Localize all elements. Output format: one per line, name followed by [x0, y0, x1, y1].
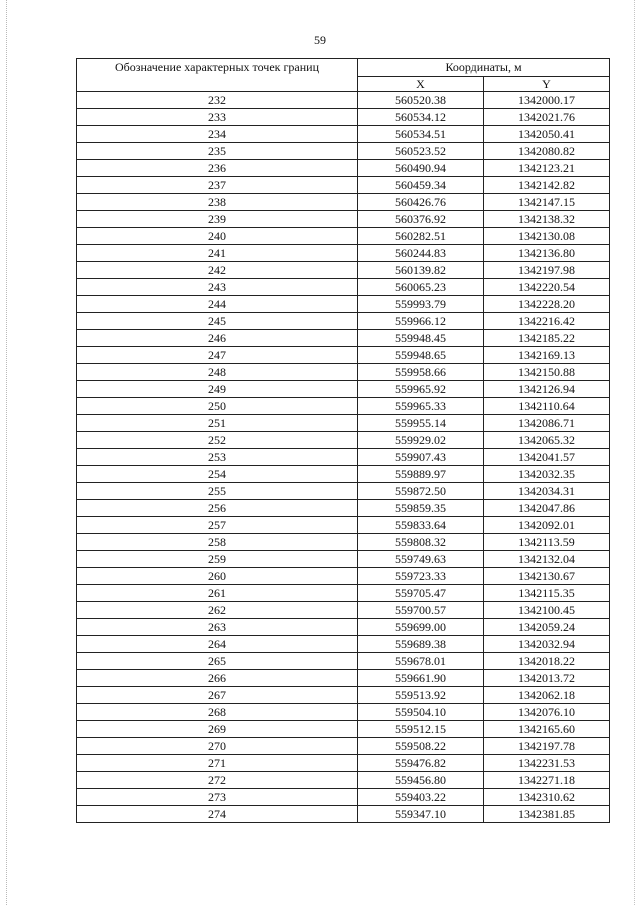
x-cell: 559723.33	[358, 568, 484, 585]
point-cell: 258	[77, 534, 358, 551]
point-cell: 241	[77, 245, 358, 262]
table-row	[77, 653, 610, 670]
x-cell: 559872.50	[358, 483, 484, 500]
x-cell: 560520.38	[358, 92, 484, 109]
y-cell: 1342142.82	[484, 177, 610, 194]
y-cell: 1342032.35	[484, 466, 610, 483]
table-row	[77, 670, 610, 687]
point-cell: 274	[77, 806, 358, 823]
y-cell: 1342047.86	[484, 500, 610, 517]
x-cell: 559689.38	[358, 636, 484, 653]
point-cell: 252	[77, 432, 358, 449]
page-edge-right	[634, 0, 635, 905]
x-cell: 560523.52	[358, 143, 484, 160]
x-cell: 559678.01	[358, 653, 484, 670]
y-cell: 1342018.22	[484, 653, 610, 670]
header-row-top	[77, 59, 610, 77]
x-cell: 559700.57	[358, 602, 484, 619]
x-cell: 560065.23	[358, 279, 484, 296]
y-cell: 1342228.20	[484, 296, 610, 313]
x-cell: 560426.76	[358, 194, 484, 211]
point-cell: 248	[77, 364, 358, 381]
x-cell: 559859.35	[358, 500, 484, 517]
x-cell: 559808.32	[358, 534, 484, 551]
table-row	[77, 636, 610, 653]
point-cell: 237	[77, 177, 358, 194]
y-cell: 1342021.76	[484, 109, 610, 126]
point-cell: 251	[77, 415, 358, 432]
point-cell: 264	[77, 636, 358, 653]
point-cell: 267	[77, 687, 358, 704]
y-cell: 1342013.72	[484, 670, 610, 687]
point-cell: 235	[77, 143, 358, 160]
table-row	[77, 160, 610, 177]
y-cell: 1342065.32	[484, 432, 610, 449]
coordinates-table	[76, 58, 610, 823]
y-cell: 1342130.67	[484, 568, 610, 585]
table-row	[77, 92, 610, 109]
x-cell: 559661.90	[358, 670, 484, 687]
x-column-header: X	[358, 77, 484, 92]
x-cell: 560534.51	[358, 126, 484, 143]
point-cell: 243	[77, 279, 358, 296]
x-cell: 559403.22	[358, 789, 484, 806]
table-row	[77, 194, 610, 211]
y-cell: 1342113.59	[484, 534, 610, 551]
x-cell: 560282.51	[358, 228, 484, 245]
page-edge-left	[6, 0, 7, 905]
y-cell: 1342080.82	[484, 143, 610, 160]
x-cell: 560139.82	[358, 262, 484, 279]
y-cell: 1342197.78	[484, 738, 610, 755]
table-row	[77, 228, 610, 245]
point-cell: 260	[77, 568, 358, 585]
y-cell: 1342220.54	[484, 279, 610, 296]
table-row	[77, 585, 610, 602]
table-row	[77, 568, 610, 585]
point-column-header: Обозначение характерных точек границ	[77, 59, 358, 92]
x-cell: 559907.43	[358, 449, 484, 466]
y-cell: 1342147.15	[484, 194, 610, 211]
x-cell: 559699.00	[358, 619, 484, 636]
x-cell: 559705.47	[358, 585, 484, 602]
table-row	[77, 500, 610, 517]
x-cell: 560244.83	[358, 245, 484, 262]
y-cell: 1342130.08	[484, 228, 610, 245]
x-cell: 559965.33	[358, 398, 484, 415]
x-cell: 559833.64	[358, 517, 484, 534]
y-cell: 1342041.57	[484, 449, 610, 466]
point-cell: 263	[77, 619, 358, 636]
table-row	[77, 755, 610, 772]
x-cell: 559948.45	[358, 330, 484, 347]
x-cell: 560459.34	[358, 177, 484, 194]
point-cell: 254	[77, 466, 358, 483]
y-cell: 1342381.85	[484, 806, 610, 823]
table-row	[77, 347, 610, 364]
table-row	[77, 789, 610, 806]
x-cell: 560490.94	[358, 160, 484, 177]
table-row	[77, 772, 610, 789]
table-row	[77, 262, 610, 279]
table-row	[77, 143, 610, 160]
point-cell: 234	[77, 126, 358, 143]
table-row	[77, 551, 610, 568]
y-cell: 1342050.41	[484, 126, 610, 143]
table-row	[77, 177, 610, 194]
point-cell: 273	[77, 789, 358, 806]
point-cell: 244	[77, 296, 358, 313]
x-cell: 560376.92	[358, 211, 484, 228]
point-cell: 245	[77, 313, 358, 330]
y-cell: 1342185.22	[484, 330, 610, 347]
point-cell: 247	[77, 347, 358, 364]
y-cell: 1342000.17	[484, 92, 610, 109]
table-header	[77, 59, 610, 92]
point-cell: 242	[77, 262, 358, 279]
x-cell: 559965.92	[358, 381, 484, 398]
table-row	[77, 313, 610, 330]
point-cell: 271	[77, 755, 358, 772]
point-cell: 240	[77, 228, 358, 245]
point-cell: 249	[77, 381, 358, 398]
table-row	[77, 296, 610, 313]
y-cell: 1342150.88	[484, 364, 610, 381]
table-row	[77, 517, 610, 534]
x-cell: 559504.10	[358, 704, 484, 721]
x-cell: 559966.12	[358, 313, 484, 330]
point-cell: 246	[77, 330, 358, 347]
y-cell: 1342076.10	[484, 704, 610, 721]
y-cell: 1342123.21	[484, 160, 610, 177]
point-cell: 265	[77, 653, 358, 670]
x-cell: 559889.97	[358, 466, 484, 483]
table-row	[77, 279, 610, 296]
x-cell: 559476.82	[358, 755, 484, 772]
point-cell: 268	[77, 704, 358, 721]
table-row	[77, 602, 610, 619]
table-row	[77, 381, 610, 398]
y-cell: 1342032.94	[484, 636, 610, 653]
y-cell: 1342136.80	[484, 245, 610, 262]
y-cell: 1342086.71	[484, 415, 610, 432]
table-row	[77, 245, 610, 262]
table-row	[77, 721, 610, 738]
point-cell: 270	[77, 738, 358, 755]
x-cell: 559513.92	[358, 687, 484, 704]
point-cell: 233	[77, 109, 358, 126]
point-cell: 257	[77, 517, 358, 534]
x-cell: 559347.10	[358, 806, 484, 823]
point-cell: 250	[77, 398, 358, 415]
y-cell: 1342059.24	[484, 619, 610, 636]
x-cell: 559749.63	[358, 551, 484, 568]
y-cell: 1342034.31	[484, 483, 610, 500]
table-row	[77, 109, 610, 126]
x-cell: 559512.15	[358, 721, 484, 738]
y-cell: 1342169.13	[484, 347, 610, 364]
table-row	[77, 330, 610, 347]
y-cell: 1342231.53	[484, 755, 610, 772]
y-cell: 1342271.18	[484, 772, 610, 789]
x-cell: 560534.12	[358, 109, 484, 126]
table-row	[77, 534, 610, 551]
page-number: 59	[314, 33, 326, 47]
point-cell: 232	[77, 92, 358, 109]
table-row	[77, 211, 610, 228]
y-cell: 1342126.94	[484, 381, 610, 398]
y-cell: 1342165.60	[484, 721, 610, 738]
y-cell: 1342310.62	[484, 789, 610, 806]
table-row	[77, 415, 610, 432]
point-cell: 256	[77, 500, 358, 517]
x-cell: 559456.80	[358, 772, 484, 789]
table-row	[77, 687, 610, 704]
y-cell: 1342100.45	[484, 602, 610, 619]
point-cell: 238	[77, 194, 358, 211]
table-row	[77, 364, 610, 381]
table-row	[77, 432, 610, 449]
x-cell: 559993.79	[358, 296, 484, 313]
x-cell: 559958.66	[358, 364, 484, 381]
point-cell: 255	[77, 483, 358, 500]
table-row	[77, 466, 610, 483]
point-cell: 259	[77, 551, 358, 568]
table-body	[77, 92, 610, 823]
point-cell: 269	[77, 721, 358, 738]
point-cell: 236	[77, 160, 358, 177]
x-cell: 559948.65	[358, 347, 484, 364]
point-cell: 253	[77, 449, 358, 466]
table-row	[77, 449, 610, 466]
x-cell: 559508.22	[358, 738, 484, 755]
y-cell: 1342062.18	[484, 687, 610, 704]
y-cell: 1342092.01	[484, 517, 610, 534]
table-row	[77, 398, 610, 415]
y-cell: 1342110.64	[484, 398, 610, 415]
table-row	[77, 619, 610, 636]
table-row	[77, 738, 610, 755]
point-cell: 239	[77, 211, 358, 228]
table-row	[77, 126, 610, 143]
point-cell: 261	[77, 585, 358, 602]
table-row	[77, 483, 610, 500]
y-cell: 1342197.98	[484, 262, 610, 279]
point-cell: 266	[77, 670, 358, 687]
table-row	[77, 704, 610, 721]
y-cell: 1342115.35	[484, 585, 610, 602]
y-cell: 1342216.42	[484, 313, 610, 330]
coordinates-column-header: Координаты, м	[358, 59, 610, 77]
y-column-header: Y	[484, 77, 610, 92]
x-cell: 559929.02	[358, 432, 484, 449]
table-row	[77, 806, 610, 823]
x-cell: 559955.14	[358, 415, 484, 432]
point-cell: 262	[77, 602, 358, 619]
point-cell: 272	[77, 772, 358, 789]
y-cell: 1342138.32	[484, 211, 610, 228]
y-cell: 1342132.04	[484, 551, 610, 568]
